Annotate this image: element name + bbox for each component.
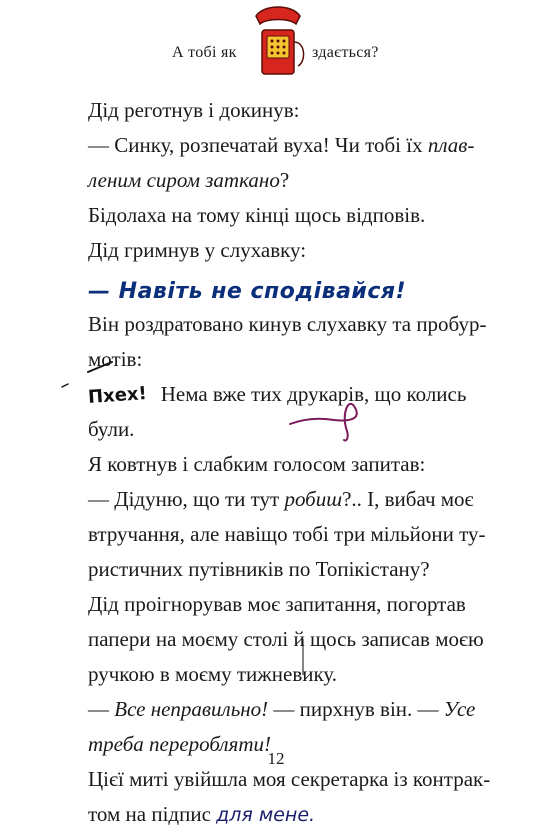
- line-12-italic: робиш: [284, 487, 343, 511]
- text-line: [88, 93, 496, 128]
- line-12-tail: ?.. І, вибач моє: [342, 487, 474, 511]
- text-line: [88, 447, 496, 482]
- line-18-dash: —: [88, 697, 115, 721]
- line-3-text: ?: [279, 168, 290, 192]
- text-line: [88, 517, 496, 552]
- header-right-text: здається?: [312, 44, 379, 61]
- line-2-italic: плав-: [427, 133, 475, 157]
- line-2: [88, 128, 474, 163]
- line-18-italic-end: Усе: [443, 697, 476, 721]
- line-10: були.: [88, 417, 135, 441]
- line-20: Цієї миті увійшла моя секретарка із контрак-: [88, 767, 491, 791]
- body-text: [88, 93, 496, 832]
- line-3-italic: леним сиром заткано: [88, 168, 280, 192]
- line-7: Він роздратовано кинув слухавку та пробур-: [88, 312, 487, 336]
- line-14: ристичних путівників по Топікістану?: [88, 557, 430, 581]
- handwritten-dot-mark: [60, 380, 70, 390]
- text-line: [88, 307, 496, 342]
- line-16: папери на моєму столі й щось записав моєю: [88, 627, 484, 651]
- text-line: [88, 377, 496, 412]
- line-5: Дід гримнув у слухавку:: [88, 238, 307, 262]
- text-line: [88, 587, 496, 622]
- line-19-italic: треба переробляти!: [88, 732, 272, 756]
- text-line: [88, 233, 496, 268]
- line-9: Нема вже тих друкарів, що колись: [160, 382, 467, 406]
- text-line: [88, 128, 496, 163]
- running-header: [0, 0, 552, 80]
- line-2-text: — Синку, розпечатай вуха! Чи тобі їх: [88, 133, 428, 157]
- text-line: [88, 552, 496, 587]
- handwritten-exclamation: Пхех!: [87, 382, 148, 409]
- shout-line: — Навіть не сподівайся!: [88, 279, 407, 304]
- line-18-text: — пирхнув він. —: [268, 697, 444, 721]
- line-21-text: том на підпис: [88, 802, 217, 826]
- text-line: [88, 622, 496, 657]
- text-line: [88, 198, 496, 233]
- line-15: Дід проігнорував моє запитання, погортав: [88, 592, 466, 616]
- line-1: Дід реготнув і докинув:: [88, 98, 300, 122]
- line-4: Бідолаха на тому кінці щось відповів.: [88, 203, 426, 227]
- telephone-icon: [246, 2, 310, 80]
- line-13: втручання, але навіщо тобі три мільйони ту-: [88, 522, 486, 546]
- line-8: мотів:: [88, 347, 143, 371]
- page-number: 12: [267, 749, 285, 768]
- text-line: [88, 274, 496, 309]
- line-18-italic: Все неправильно!: [114, 697, 269, 721]
- text-line: [88, 657, 496, 692]
- line-17: ручкою в моєму тижневику.: [88, 662, 338, 686]
- text-line: [88, 412, 496, 447]
- handwritten-for-me: для мене.: [216, 804, 316, 826]
- text-line: [88, 692, 496, 727]
- line-11: Я ковтнув і слабким голосом запитав:: [88, 452, 426, 476]
- header-left-text: А тобі як: [172, 44, 237, 61]
- text-line: [88, 342, 496, 377]
- text-line: [88, 797, 496, 832]
- line-12-text: — Дідуню, що ти тут: [88, 487, 285, 511]
- text-line: [88, 482, 496, 517]
- text-line: [88, 163, 496, 198]
